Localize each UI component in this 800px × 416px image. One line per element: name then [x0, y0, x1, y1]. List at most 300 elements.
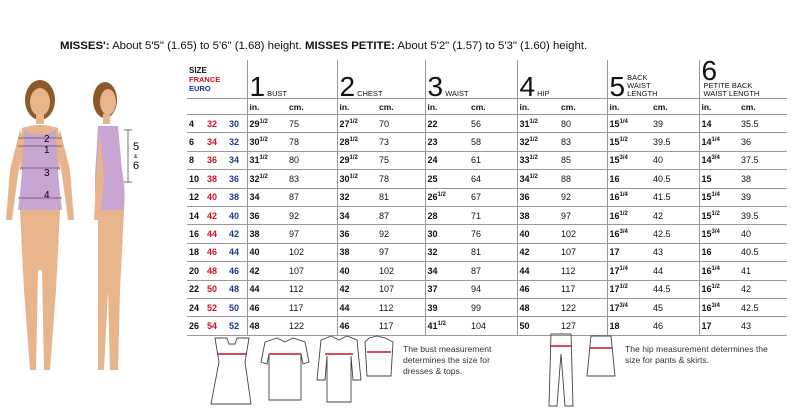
size-france: 50 — [207, 284, 218, 295]
inches-cell — [607, 206, 651, 224]
size-us: 20 — [189, 265, 200, 276]
inches-cell — [517, 280, 559, 298]
legend-size: SIZE — [189, 65, 207, 75]
inches-cell — [425, 298, 469, 316]
inches-value: 32 — [249, 173, 260, 184]
inches-fraction: 1/4 — [711, 192, 720, 199]
size-us: 8 — [189, 155, 195, 166]
cm-value: 102 — [379, 265, 395, 276]
size-france: 40 — [207, 192, 218, 203]
inches-value: 40 — [519, 229, 530, 240]
cm-value: 97 — [561, 210, 572, 221]
cm-value: 81 — [471, 247, 482, 258]
inches-value: 34 — [339, 210, 350, 221]
inches-value: 16 — [609, 192, 620, 203]
inches-value: 37 — [427, 284, 438, 295]
inches-cell — [337, 188, 377, 206]
cm-value: 122 — [289, 320, 305, 331]
size-france: 48 — [207, 265, 218, 276]
inches-fraction: 1/2 — [529, 118, 538, 125]
inches-value: 36 — [519, 192, 530, 203]
cm-value: 39.5 — [741, 210, 759, 221]
body-measurement-figures — [0, 70, 185, 410]
legend-euro: EURO — [189, 83, 211, 93]
cm-value: 35.5 — [741, 118, 759, 129]
inches-cell — [247, 188, 287, 206]
inches-cell — [517, 243, 559, 261]
inches-value: 50 — [519, 320, 530, 331]
size-rows — [187, 115, 787, 336]
size-us: 18 — [189, 247, 200, 258]
inches-value: 15 — [609, 137, 620, 148]
cm-value: 112 — [561, 265, 576, 276]
inches-value: 32 — [339, 192, 350, 203]
inches-fraction: 1/4 — [619, 265, 628, 272]
size-euro: 40 — [229, 210, 240, 221]
fig-label-sep: & — [134, 154, 138, 160]
size-euro: 48 — [229, 284, 240, 295]
inches-fraction: 3/4 — [619, 155, 628, 162]
inches-value: 26 — [427, 192, 438, 203]
inches-cell — [425, 188, 469, 206]
inches-value: 28 — [339, 137, 350, 148]
inches-fraction: 1/2 — [619, 210, 628, 217]
size-row — [187, 188, 787, 206]
cm-value: 36 — [741, 137, 752, 148]
size-euro: 52 — [229, 320, 240, 331]
cm-value: 127 — [561, 320, 577, 331]
size-row — [187, 170, 787, 188]
size-france: 44 — [207, 229, 218, 240]
cm-value: 39 — [741, 192, 752, 203]
inches-cell — [337, 298, 377, 316]
unit-cm: cm. — [651, 99, 699, 115]
inches-value: 15 — [609, 155, 620, 166]
inches-cell — [607, 262, 651, 280]
cm-value: 80 — [561, 118, 572, 129]
inches-cell — [247, 115, 287, 133]
inches-fraction: 1/2 — [259, 118, 268, 125]
inches-cell — [517, 133, 559, 151]
inches-value: 15 — [701, 192, 712, 203]
cm-value: 97 — [289, 229, 300, 240]
cm-value: 56 — [471, 118, 482, 129]
size-row — [187, 243, 787, 261]
inches-fraction: 3/4 — [619, 229, 628, 236]
inches-value: 29 — [249, 118, 260, 129]
inches-value: 14 — [701, 118, 712, 129]
cm-value: 117 — [561, 284, 576, 295]
inches-value: 22 — [427, 118, 438, 129]
inches-cell — [247, 298, 287, 316]
size-row — [187, 225, 787, 243]
fig-label-2: 2 — [44, 134, 50, 145]
size-euro: 32 — [229, 137, 240, 148]
cm-value: 70 — [379, 118, 390, 129]
cm-value: 87 — [379, 210, 390, 221]
inches-cell — [337, 280, 377, 298]
inches-cell — [425, 115, 469, 133]
inches-cell — [337, 151, 377, 169]
inches-value: 46 — [519, 284, 530, 295]
inches-cell — [517, 170, 559, 188]
inches-value: 31 — [249, 155, 260, 166]
inches-cell — [607, 188, 651, 206]
inches-value: 46 — [249, 302, 260, 313]
inches-cell — [425, 206, 469, 224]
measurement-header: 1 BUST — [247, 60, 337, 99]
inches-cell — [517, 262, 559, 280]
cm-value: 58 — [471, 137, 482, 148]
size-legend — [187, 60, 247, 99]
cm-value: 97 — [379, 247, 390, 258]
size-euro: 46 — [229, 265, 240, 276]
inches-value: 17 — [609, 284, 620, 295]
size-row — [187, 280, 787, 298]
inches-value: 30 — [339, 173, 350, 184]
inches-cell — [607, 298, 651, 316]
size-us: 16 — [189, 229, 200, 240]
inches-cell — [425, 262, 469, 280]
size-euro: 38 — [229, 192, 240, 203]
side-figure — [93, 82, 139, 370]
inches-fraction: 1/2 — [619, 284, 628, 291]
bust-note: The bust measurement determines the size for dresses & tops. — [403, 344, 492, 376]
inches-value: 34 — [427, 265, 438, 276]
size-us: 12 — [189, 192, 200, 203]
inches-cell — [517, 225, 559, 243]
cm-value: 39 — [653, 118, 664, 129]
inches-value: 30 — [427, 229, 438, 240]
inches-fraction: 1/4 — [619, 192, 628, 199]
inches-value: 38 — [339, 247, 350, 258]
inches-fraction: 1/2 — [259, 137, 268, 144]
cm-value: 85 — [561, 155, 572, 166]
cm-value: 102 — [289, 247, 305, 258]
inches-value: 16 — [701, 265, 712, 276]
cm-value: 107 — [379, 284, 395, 295]
inches-cell — [607, 280, 651, 298]
inches-value: 40 — [249, 247, 260, 258]
inches-cell — [517, 298, 559, 316]
size-us: 26 — [189, 320, 200, 331]
inches-fraction: 1/2 — [711, 284, 720, 291]
cm-value: 92 — [561, 192, 572, 203]
cm-value: 99 — [471, 302, 482, 313]
inches-value: 48 — [249, 320, 260, 331]
inches-cell — [699, 317, 739, 335]
inches-value: 17 — [609, 265, 620, 276]
cm-value: 43 — [741, 320, 752, 331]
inches-value: 17 — [701, 320, 712, 331]
size-row — [187, 262, 787, 280]
size-chart-table — [187, 55, 787, 336]
size-us: 6 — [189, 137, 195, 148]
top-garments-illustration — [205, 332, 400, 410]
petite-text: About 5'2" (1.57) to 5'3" (1.60) height. — [394, 40, 588, 52]
inches-value: 34 — [519, 173, 530, 184]
measurement-header: 3 WAIST — [425, 60, 517, 99]
cm-value: 78 — [289, 137, 300, 148]
cm-value: 40.5 — [741, 247, 759, 258]
inches-value: 44 — [339, 302, 350, 313]
cm-value: 42 — [653, 210, 664, 221]
inches-value: 28 — [427, 210, 438, 221]
inches-cell — [517, 151, 559, 169]
inches-fraction: 1/2 — [349, 137, 358, 144]
size-us: 24 — [189, 302, 200, 313]
size-euro: 30 — [229, 118, 240, 129]
inches-value: 27 — [339, 118, 350, 129]
inches-cell — [425, 225, 469, 243]
page-heading — [60, 40, 587, 52]
size-euro: 42 — [229, 229, 240, 240]
inches-cell — [517, 115, 559, 133]
cm-value: 38 — [741, 173, 752, 184]
inches-cell — [247, 243, 287, 261]
unit-in: in. — [607, 99, 651, 115]
cm-value: 107 — [289, 265, 305, 276]
cm-value: 43 — [653, 247, 664, 258]
inches-cell — [337, 115, 377, 133]
size-france: 36 — [207, 155, 218, 166]
unit-in: in. — [247, 99, 287, 115]
inches-cell — [425, 133, 469, 151]
fig-label-4: 4 — [44, 190, 50, 201]
size-france: 54 — [207, 320, 218, 331]
inches-value: 15 — [701, 210, 712, 221]
inches-value: 24 — [427, 155, 438, 166]
inches-cell — [425, 151, 469, 169]
cm-value: 42.5 — [741, 302, 759, 313]
inches-value: 23 — [427, 137, 438, 148]
cm-value: 75 — [379, 155, 390, 166]
size-row — [187, 133, 787, 151]
inches-fraction: 1/2 — [711, 210, 720, 217]
petite-label: MISSES PETITE: — [305, 40, 395, 52]
inches-cell — [607, 243, 651, 261]
cm-value: 40.5 — [653, 173, 671, 184]
measurement-header: 6PETITE BACK WAIST LENGTH — [699, 60, 787, 99]
fig-label-5: 5 — [133, 141, 140, 153]
inches-value: 16 — [609, 173, 620, 184]
cm-value: 40 — [741, 229, 752, 240]
inches-fraction: 1/2 — [349, 173, 358, 180]
inches-cell — [607, 133, 651, 151]
cm-value: 61 — [471, 155, 482, 166]
inches-cell — [699, 170, 739, 188]
inches-value: 34 — [249, 192, 260, 203]
misses-text: About 5'5" (1.65) to 5'6" (1.68) height. — [109, 40, 305, 52]
inches-fraction: 3/4 — [711, 155, 720, 162]
measurement-header: 5 BACK WAIST LENGTH — [607, 60, 699, 99]
cm-value: 45 — [653, 302, 664, 313]
inches-value: 32 — [427, 247, 438, 258]
unit-cm: cm. — [377, 99, 425, 115]
inches-fraction: 1/2 — [259, 155, 268, 162]
inches-value: 44 — [519, 265, 530, 276]
size-euro: 44 — [229, 247, 240, 258]
cm-value: 87 — [471, 265, 482, 276]
size-us: 10 — [189, 173, 200, 184]
cm-value: 87 — [289, 192, 300, 203]
cm-value: 41.5 — [653, 192, 671, 203]
inches-fraction: 1/2 — [619, 137, 628, 144]
fig-label-1: 1 — [44, 145, 50, 156]
size-euro: 50 — [229, 302, 240, 313]
inches-value: 30 — [249, 137, 260, 148]
unit-in: in. — [337, 99, 377, 115]
inches-cell — [699, 206, 739, 224]
size-euro: 34 — [229, 155, 240, 166]
size-france: 32 — [207, 118, 218, 129]
cm-value: 83 — [289, 173, 300, 184]
inches-value: 15 — [701, 173, 712, 184]
cm-value: 92 — [379, 229, 390, 240]
inches-fraction: 1/2 — [349, 118, 358, 125]
inches-cell — [425, 243, 469, 261]
cm-value: 117 — [379, 320, 394, 331]
cm-value: 83 — [561, 137, 572, 148]
unit-in: in. — [425, 99, 469, 115]
size-us: 4 — [189, 118, 195, 129]
inches-value: 46 — [339, 320, 350, 331]
size-row — [187, 298, 787, 316]
inches-value: 17 — [609, 302, 620, 313]
cm-value: 71 — [471, 210, 482, 221]
inches-value: 36 — [339, 229, 350, 240]
inches-cell — [337, 262, 377, 280]
size-us: 22 — [189, 284, 200, 295]
inches-fraction: 1/4 — [711, 265, 720, 272]
inches-cell — [337, 243, 377, 261]
cm-value: 64 — [471, 173, 482, 184]
inches-value: 16 — [609, 210, 620, 221]
fig-label-6: 6 — [133, 160, 140, 172]
inches-cell — [699, 262, 739, 280]
inches-fraction: 3/4 — [711, 229, 720, 236]
inches-cell — [247, 280, 287, 298]
misses-label: MISSES': — [60, 40, 110, 52]
inches-cell — [699, 115, 739, 133]
hip-note: The hip measurement determines the size for pants & skirts. — [625, 344, 768, 365]
inches-cell — [517, 188, 559, 206]
size-us: 14 — [189, 210, 200, 221]
size-france: 46 — [207, 247, 218, 258]
size-france: 42 — [207, 210, 218, 221]
cm-value: 78 — [379, 173, 390, 184]
legend-france: FRANCE — [189, 74, 221, 84]
cm-value: 94 — [471, 284, 482, 295]
cm-value: 112 — [379, 302, 394, 313]
cm-value: 92 — [289, 210, 300, 221]
inches-cell — [337, 206, 377, 224]
cm-value: 104 — [471, 320, 487, 331]
inches-value: 38 — [249, 229, 260, 240]
inches-value: 16 — [701, 247, 712, 258]
cm-value: 44.5 — [653, 284, 671, 295]
unit-in: in. — [699, 99, 739, 115]
inches-value: 16 — [701, 284, 712, 295]
inches-value: 16 — [609, 229, 620, 240]
cm-value: 122 — [561, 302, 577, 313]
size-euro: 36 — [229, 173, 240, 184]
inches-cell — [699, 188, 739, 206]
inches-value: 40 — [339, 265, 350, 276]
cm-value: 67 — [471, 192, 482, 203]
inches-cell — [247, 225, 287, 243]
cm-value: 102 — [561, 229, 577, 240]
cm-value: 88 — [561, 173, 572, 184]
inches-fraction: 1/4 — [619, 118, 628, 125]
bottom-garments-illustration — [545, 330, 620, 410]
fig-label-3: 3 — [44, 168, 50, 179]
measurement-header: 2 CHEST — [337, 60, 425, 99]
cm-value: 73 — [379, 137, 390, 148]
inches-cell — [699, 225, 739, 243]
cm-value: 81 — [379, 192, 390, 203]
inches-fraction: 1/2 — [437, 320, 446, 327]
inches-cell — [425, 170, 469, 188]
inches-fraction: 1/2 — [259, 173, 268, 180]
inches-fraction: 3/4 — [711, 302, 720, 309]
unit-cm: cm. — [287, 99, 337, 115]
inches-value: 17 — [609, 247, 620, 258]
inches-fraction: 1/2 — [529, 137, 538, 144]
inches-value: 32 — [519, 137, 530, 148]
inches-value: 42 — [519, 247, 530, 258]
measurement-header-row — [187, 60, 787, 99]
inches-cell — [247, 151, 287, 169]
inches-value: 31 — [519, 118, 530, 129]
inches-cell — [699, 280, 739, 298]
cm-value: 42.5 — [653, 229, 671, 240]
inches-fraction: 1/4 — [711, 137, 720, 144]
inches-cell — [337, 225, 377, 243]
cm-value: 44 — [653, 265, 664, 276]
cm-value: 80 — [289, 155, 300, 166]
cm-value: 76 — [471, 229, 482, 240]
inches-fraction: 1/2 — [529, 173, 538, 180]
inches-value: 29 — [339, 155, 350, 166]
inches-cell — [607, 225, 651, 243]
inches-cell — [607, 170, 651, 188]
inches-value: 48 — [519, 302, 530, 313]
size-row — [187, 151, 787, 169]
inches-value: 16 — [701, 302, 712, 313]
inches-value: 42 — [339, 284, 350, 295]
inches-value: 15 — [701, 229, 712, 240]
inches-value: 41 — [427, 320, 438, 331]
cm-value: 40 — [653, 155, 664, 166]
size-row — [187, 115, 787, 133]
size-france: 52 — [207, 302, 218, 313]
inches-cell — [247, 170, 287, 188]
inches-value: 39 — [427, 302, 438, 313]
inches-value: 36 — [249, 210, 260, 221]
inches-cell — [699, 243, 739, 261]
inches-cell — [699, 133, 739, 151]
inches-cell — [699, 298, 739, 316]
inches-cell — [337, 133, 377, 151]
inches-value: 18 — [609, 320, 620, 331]
inches-cell — [607, 151, 651, 169]
inches-cell — [425, 280, 469, 298]
cm-value: 42 — [741, 284, 752, 295]
cm-value: 117 — [289, 302, 304, 313]
inches-value: 25 — [427, 173, 438, 184]
unit-cm: cm. — [469, 99, 517, 115]
